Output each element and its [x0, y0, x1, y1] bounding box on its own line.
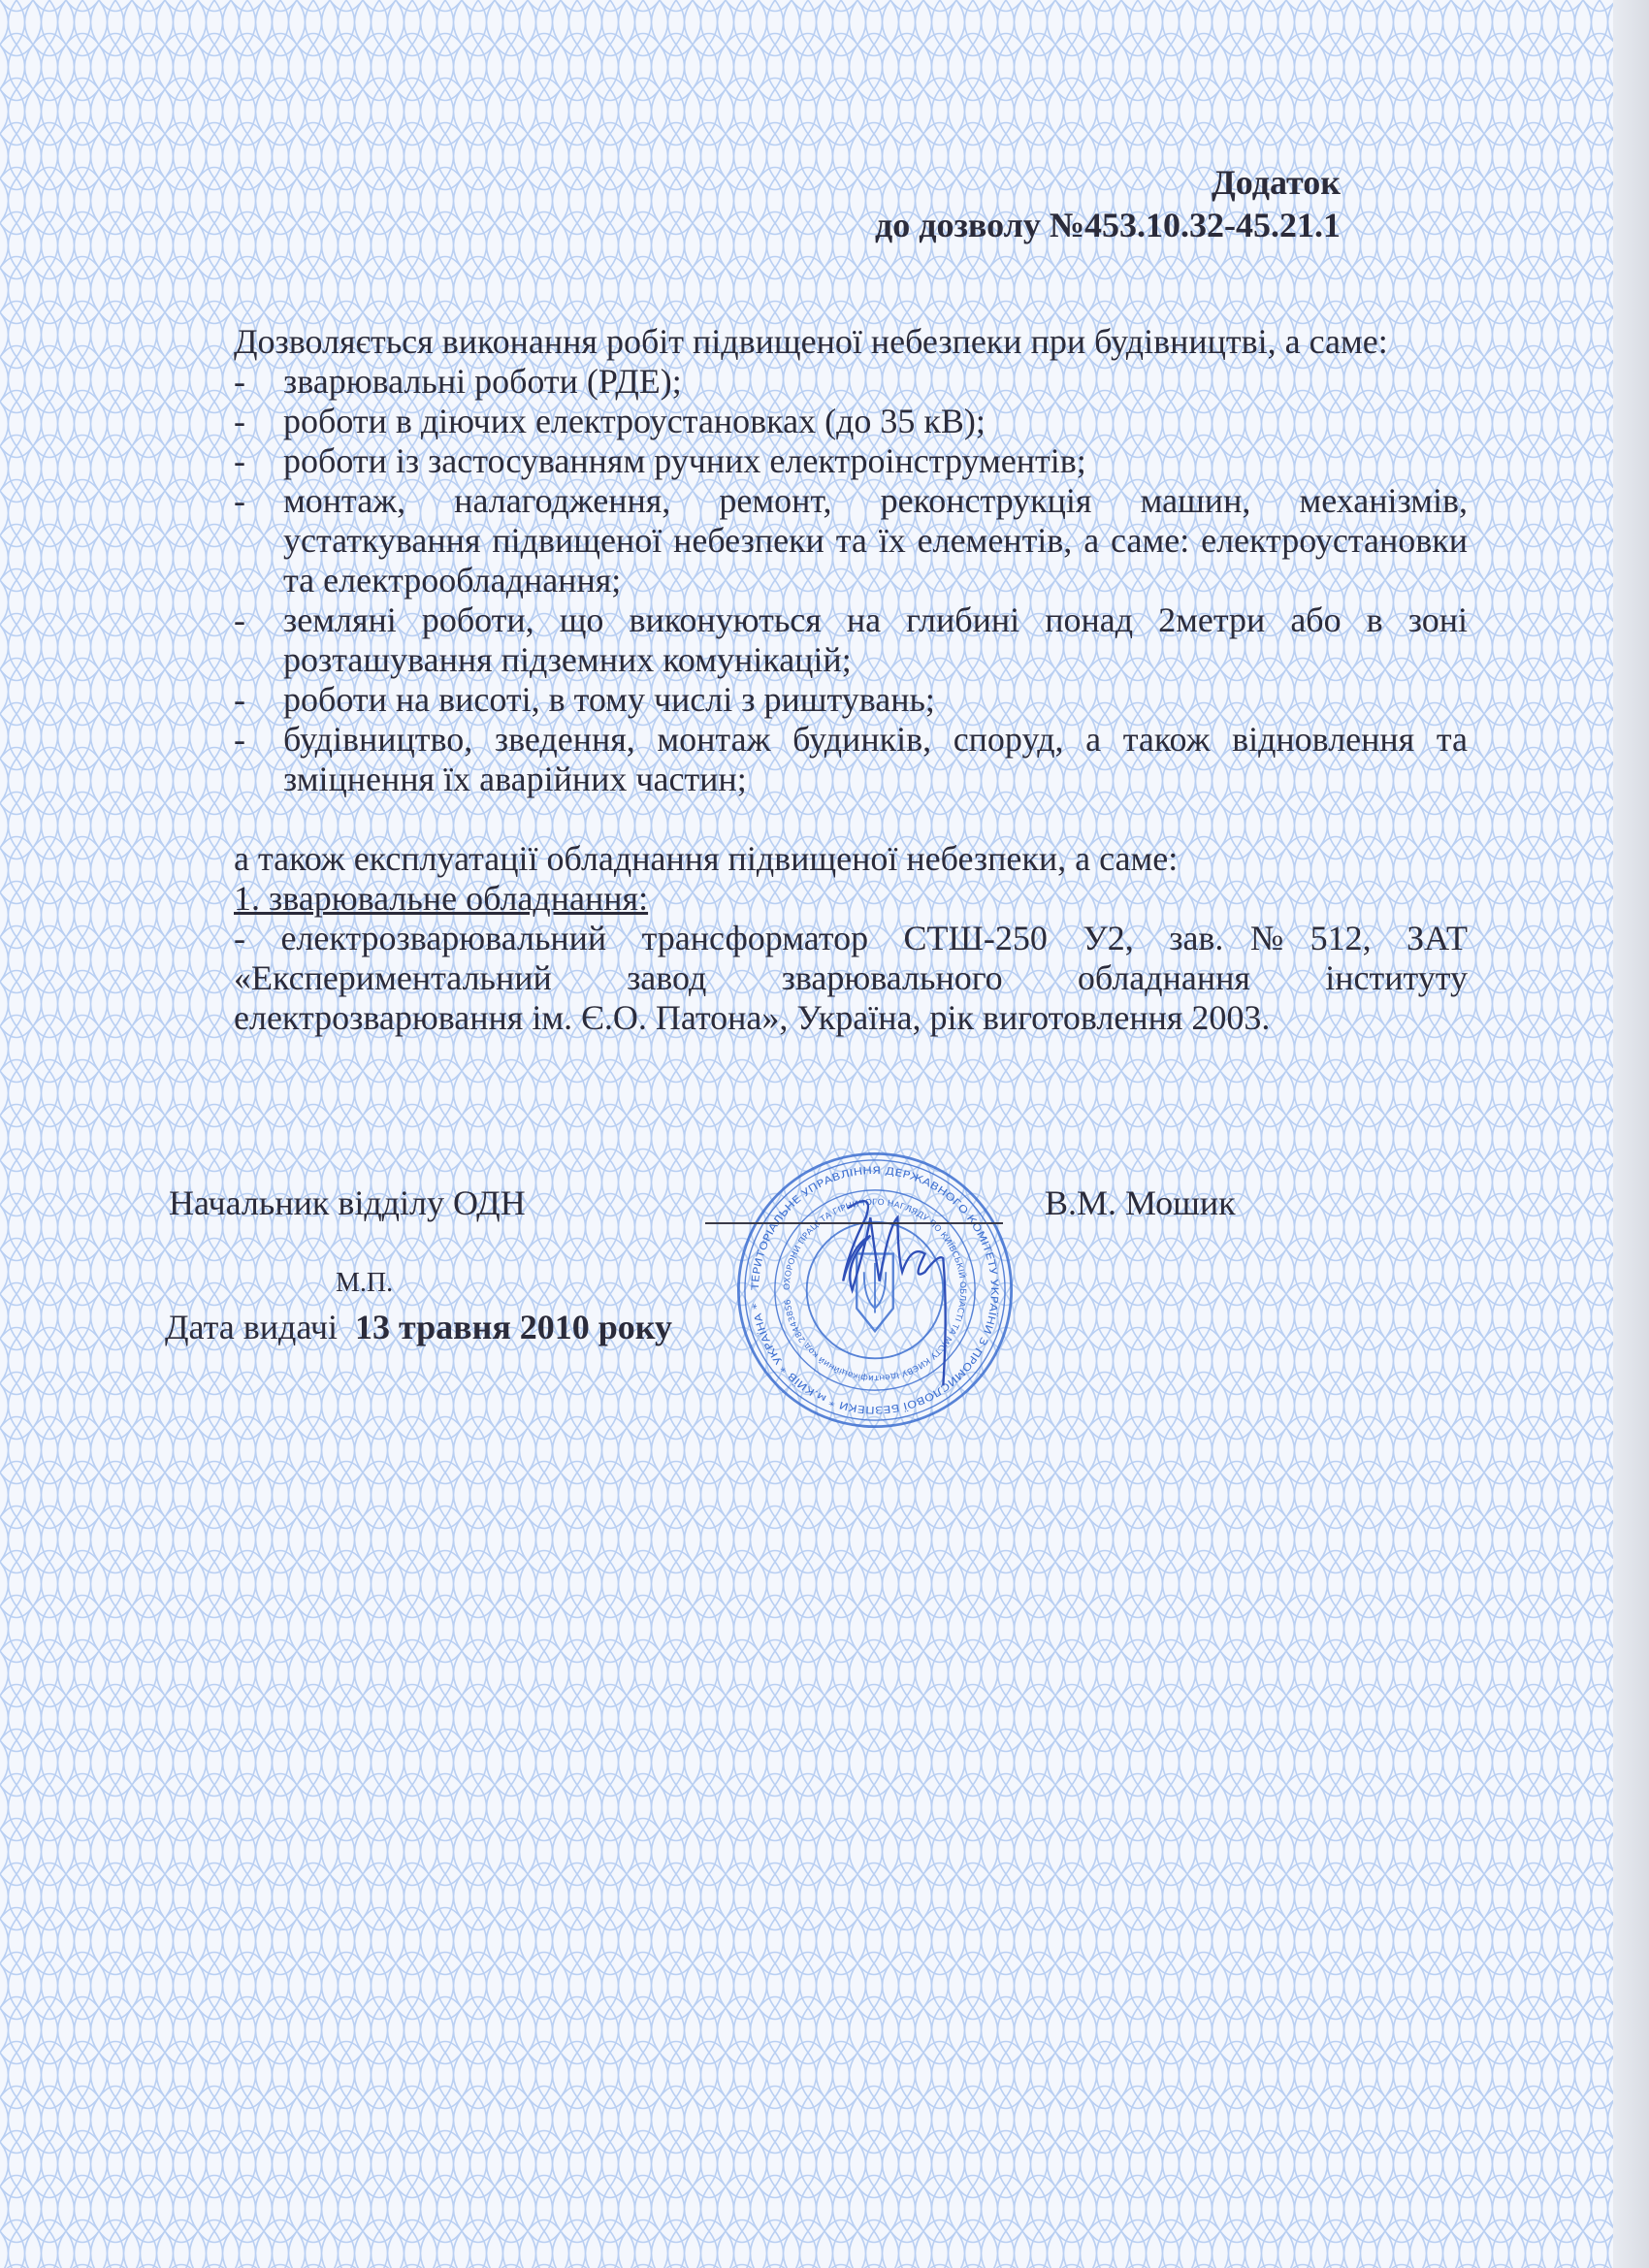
- work-item-text: будівництво, зведення, монтаж будинків, споруд, а також відновлення та зміцнення їх аварійних частин;: [283, 720, 1468, 798]
- work-item-text: монтаж, налагодження, ремонт, реконструкція машин, механізмів, устаткування підвищеної небезпеки та їх елементів, а саме: електроустановки та електрообладнання;: [283, 481, 1468, 599]
- bullet-dash: -: [234, 680, 245, 719]
- bullet-dash: -: [234, 720, 245, 759]
- document-body: [234, 322, 1468, 1038]
- work-item-text: роботи в діючих електроустановках (до 35 кВ);: [283, 402, 986, 440]
- signature-block: [0, 1164, 1649, 1591]
- work-item: [234, 402, 1468, 441]
- document-header: [0, 0, 1341, 246]
- permit-number: до дозволу №453.10.32-45.21.1: [875, 206, 1341, 244]
- work-item-text: земляні роботи, що виконуються на глибині понад 2метри або в зоні розташування підземних комунікацій;: [283, 600, 1468, 679]
- equipment-heading: 1. зварювальне обладнання:: [234, 879, 649, 918]
- work-item-text: роботи із застосуванням ручних електроінструментів;: [283, 441, 1086, 480]
- bullet-dash: -: [234, 402, 245, 440]
- signatory-position: Начальник відділу ОДН: [169, 1183, 526, 1222]
- issue-date-label: Дата видачі: [165, 1308, 338, 1346]
- work-item-text: зварювальні роботи (РДЕ);: [283, 362, 682, 401]
- work-item: [234, 481, 1468, 600]
- work-item-text: роботи на висоті, в тому числі з риштувань;: [283, 680, 935, 719]
- official-stamp: [729, 1145, 1020, 1436]
- work-item: [234, 680, 1468, 720]
- scan-edge: [1613, 0, 1649, 2268]
- equipment-intro: а також експлуатації обладнання підвищеної небезпеки, а саме:: [234, 839, 1179, 878]
- seal-mark: М.П.: [336, 1268, 394, 1298]
- svg-text:ОХОРОНИ ПРАЦІ ТА ГІРНИЧОГО НАГ: ОХОРОНИ ПРАЦ ТА ГІРНИЧОГО НАГЛЯДУ О КИЇВСЬКІЙ ОБЛАСТІ ТА МІСТУ КИЄВУ Ідентифікаційний код 28443856: [781, 1196, 969, 1384]
- issue-date-value: 13 травня 2010 року: [354, 1308, 673, 1346]
- works-list: [234, 362, 1468, 799]
- bullet-dash: -: [234, 362, 245, 401]
- equipment-item: - електрозварювальний трансформатор СТШ-250 У2, зав.№512, ЗАТ «Експериментальний завод зварювального обладнання інституту електрозварювання ім. Є.О. Патона», Україна, рік виготовлення 2003.: [234, 919, 1468, 1037]
- signature-line: [705, 1222, 1003, 1224]
- work-item: [234, 362, 1468, 402]
- work-item: [234, 720, 1468, 799]
- work-item: [234, 600, 1468, 680]
- work-item: [234, 441, 1468, 481]
- bullet-dash: -: [234, 600, 245, 639]
- bullet-dash: -: [234, 481, 245, 520]
- issue-date: [165, 1308, 672, 1347]
- intro-text: Дозволяється виконання робіт підвищеної небезпеки при будівництві, а саме:: [234, 322, 1388, 361]
- appendix-title: Додаток: [1212, 163, 1341, 202]
- svg-text:ТЕРИТОРІАЛЬНЕ УПРАВЛІННЯ ДЕРЖА: ТЕРИТОРІАЛЬНЕ УПРАВЛІННЯ ДЕРЖАВНОГО КОМІТЕТУ УКРАЇНИ З ПРОМИСЛОВОЇ БЕЗПЕКИ * м.КИЇВ * УКРАЇНА *: [749, 1164, 1001, 1416]
- signatory-name: В.М. Мошик: [1045, 1183, 1236, 1222]
- bullet-dash: -: [234, 441, 245, 480]
